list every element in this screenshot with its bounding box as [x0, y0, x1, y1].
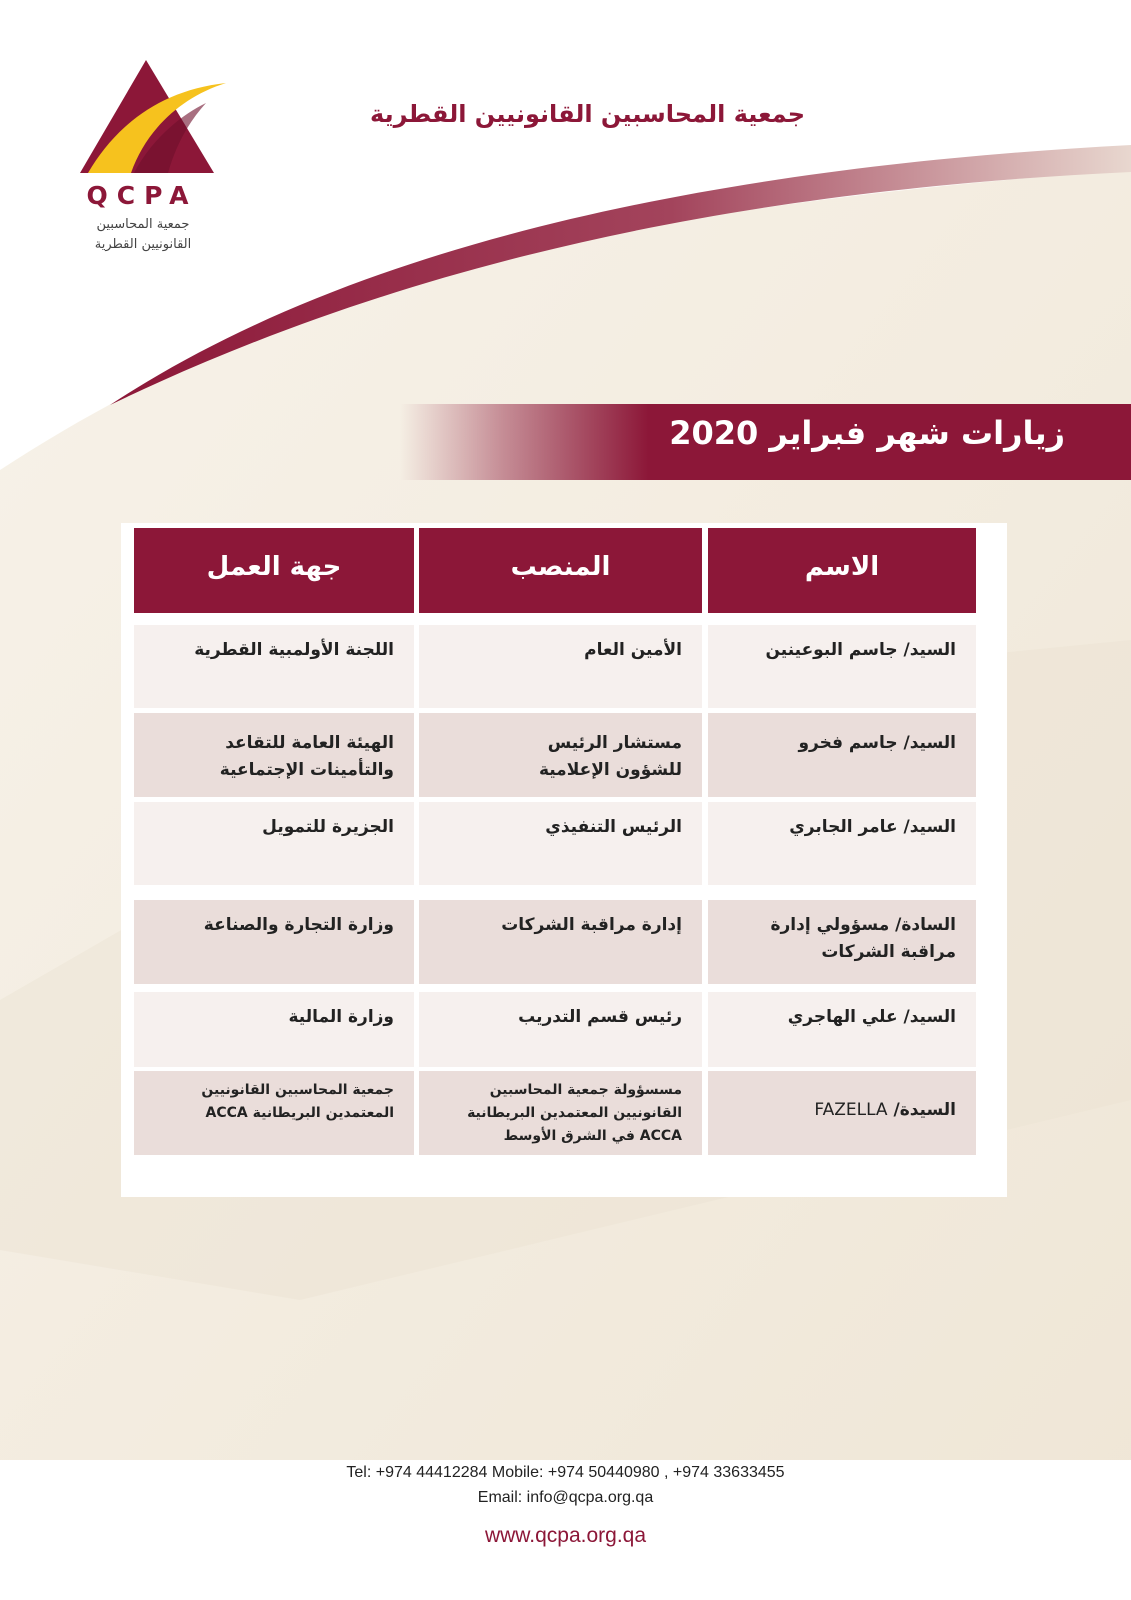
logo-name-line1: جمعية المحاسبين [96, 217, 190, 232]
logo-abbreviation: QCPA [86, 181, 198, 210]
row3-employer: الجزيرة للتمويل [134, 802, 414, 885]
footer-email[interactable]: Email: info@qcpa.org.qa [477, 1489, 654, 1506]
row4-name: السادة/ مسؤولي إدارة مراقبة الشركات [708, 900, 976, 984]
row3-name: السيد/ عامر الجابري [708, 802, 976, 885]
qcpa-logo [72, 55, 237, 265]
row6-position: مسسؤولة جمعية المحاسبين القانونيين المعتمدين البريطانية ACCA في الشرق الأوسط [419, 1071, 702, 1155]
organization-title: جمعية المحاسبين القانونيين القطرية [370, 100, 805, 128]
page-title: زيارات شهر فبراير 2020 [669, 414, 1065, 452]
row1-name: السيد/ جاسم البوعينين [708, 625, 976, 708]
row4-employer: وزارة التجارة والصناعة [134, 900, 414, 984]
row2-employer: الهيئة العامة للتقاعد والتأمينات الإجتماعية [134, 713, 414, 797]
row6-employer: جمعية المحاسبين القانونيين المعتمدين البريطانية ACCA [134, 1071, 414, 1155]
row3-position: الرئيس التنفيذي [419, 802, 702, 885]
row1-position: الأمين العام [419, 625, 702, 708]
row5-position: رئيس قسم التدريب [419, 992, 702, 1067]
header-position: المنصب [419, 528, 702, 613]
row6-name-latin: FAZELLA [814, 1100, 888, 1120]
row6-name-prefix: السيدة/ [893, 1100, 956, 1120]
row5-employer: وزارة المالية [134, 992, 414, 1067]
logo-name [72, 215, 214, 255]
visits-table [121, 523, 1007, 1197]
row4-position: إدارة مراقبة الشركات [419, 900, 702, 984]
row6-name [708, 1071, 976, 1155]
row1-employer: اللجنة الأولمبية القطرية [134, 625, 414, 708]
title-banner [400, 404, 1131, 480]
row5-name: السيد/ علي الهاجري [708, 992, 976, 1067]
footer [0, 1460, 1131, 1600]
footer-contact: Tel: +974 44412284 Mobile: +974 50440980 , +974 33633455 [346, 1464, 785, 1481]
logo-triangle-icon [76, 55, 226, 180]
logo-name-line2: القانونيين القطرية [94, 237, 192, 252]
row2-name: السيد/ جاسم فخرو [708, 713, 976, 797]
header-employer: جهة العمل [134, 528, 414, 613]
row2-position: مستشار الرئيس للشؤون الإعلامية [419, 713, 702, 797]
footer-website-link[interactable]: www.qcpa.org.qa [484, 1524, 647, 1547]
header-name: الاسم [708, 528, 976, 613]
